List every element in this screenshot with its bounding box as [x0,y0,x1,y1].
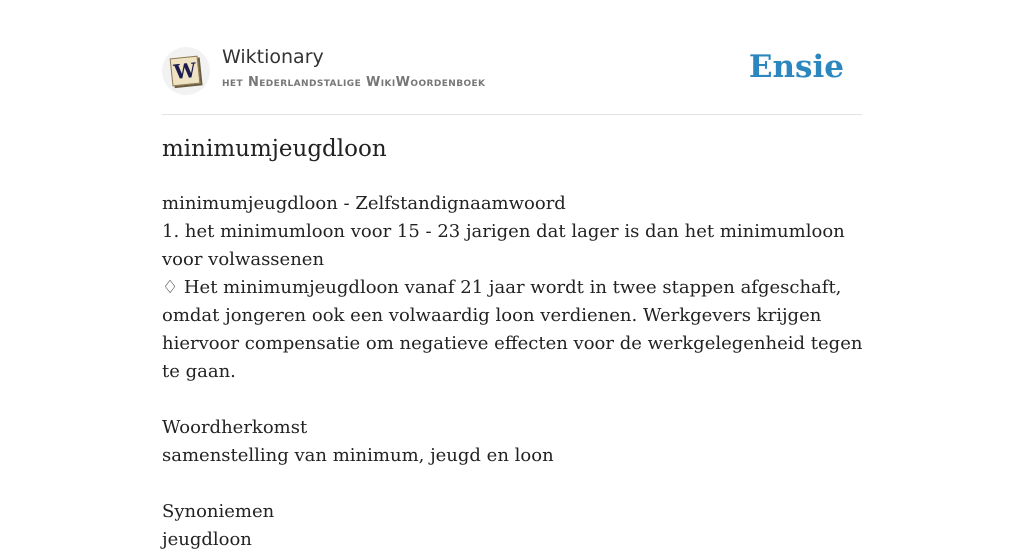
example-sentence: ♢ Het minimumjeugdloon vanaf 21 jaar wordt in twee stappen afgeschaft, omdat jongeren ook een volwaardig loon verdienen. Werkgevers krijgen hiervoor compensatie om negatieve effecten voor de werkgelegenheid tegen te gaan. [162,277,863,382]
etymology-text: samenstelling van minimum, jeugd en loon [162,445,554,466]
spacer [162,470,866,498]
synonyms-heading: Synoniemen [162,501,275,522]
site-header [162,44,862,115]
wiktionary-logo-icon[interactable] [162,47,210,95]
synonyms-text: jeugdloon [162,529,252,550]
logo-tile: W [170,56,201,87]
definition-heading: minimumjeugdloon - Zelfstandignaamwoord [162,193,566,214]
spacer [162,386,866,414]
entry-title: minimumjeugdloon [162,136,387,162]
etymology-heading: Woordherkomst [162,417,308,438]
site-tagline: het Nederlandstalige WikiWoordenboek [222,75,486,90]
definition-text: 1. het minimumloon voor 15 - 23 jarigen dat lager is dan het minimumloon voor volwassenen [162,221,845,270]
entry-content [162,190,866,554]
ensie-brand-logo[interactable]: Ensie [748,49,844,85]
site-name[interactable]: Wiktionary [222,46,324,68]
